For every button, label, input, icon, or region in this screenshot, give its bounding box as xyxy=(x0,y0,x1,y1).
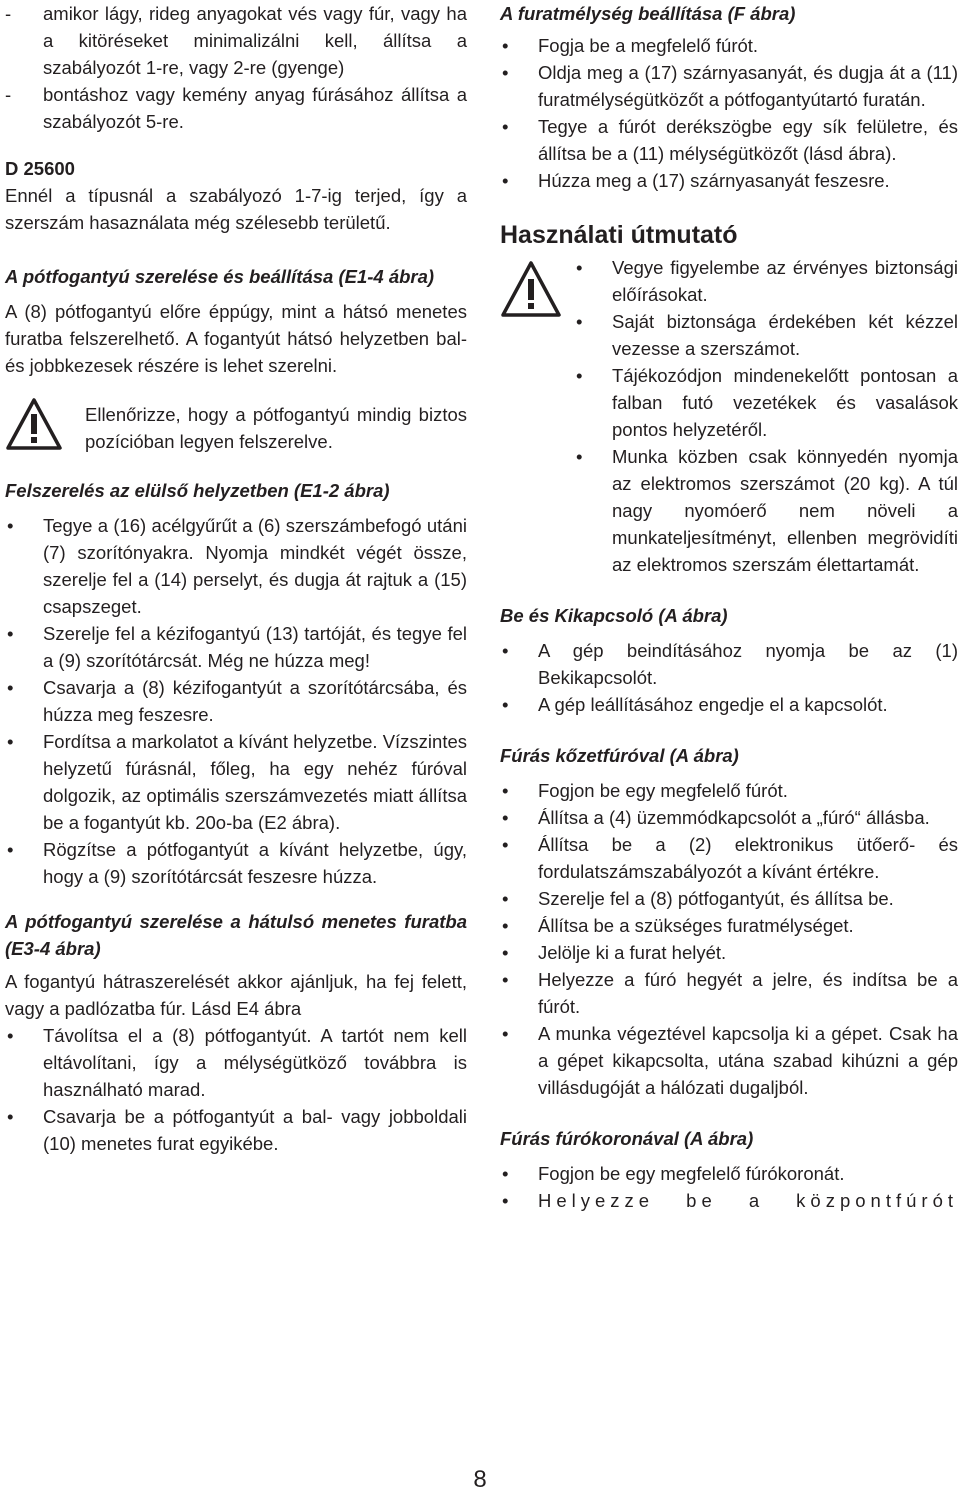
intro-list xyxy=(5,0,467,135)
bullet-list xyxy=(5,1022,467,1157)
bullet: • xyxy=(7,1025,14,1046)
bullet: • xyxy=(7,731,14,752)
list-item-text: Tájékozódjon mindenekelőtt pontosan a falban futó vezetékek és vasalások pontos helyzetéről. xyxy=(612,365,958,440)
bullet: • xyxy=(7,623,14,644)
bullet-list xyxy=(500,32,958,194)
bullet: • xyxy=(502,170,509,191)
bullet: • xyxy=(502,35,509,56)
bullet: • xyxy=(502,807,509,828)
bullet: • xyxy=(502,834,509,855)
list-item-text: A gép leállításához engedje el a kapcsolót. xyxy=(538,694,888,715)
list-item xyxy=(500,831,958,885)
bullet: • xyxy=(7,515,14,536)
list-item xyxy=(500,804,958,831)
list-item xyxy=(574,362,958,443)
list-item xyxy=(500,167,958,194)
section-text: A fogantyú hátraszerelését akkor ajánljuk, ha fej felett, vagy a padlózatba fúr. Lásd E4 ábra xyxy=(5,971,467,1019)
list-item xyxy=(500,777,958,804)
list-item-text: Távolítsa el a (8) pótfogantyút. A tartót nem kell eltávolítani, így a mélységütköző továbbra is használható marad. xyxy=(43,1025,467,1100)
bullet: • xyxy=(502,1163,509,1184)
list-item-text: Rögzítse a pótfogantyút a kívánt helyzetbe, úgy, hogy a (9) szorítótárcsát feszesre húzza. xyxy=(43,839,467,887)
section-title: Fúrás kőzetfúróval (A ábra) xyxy=(500,745,739,766)
usage-title: Használati útmutató xyxy=(500,221,738,249)
list-item-text: Fogja be a megfelelő fúrót. xyxy=(538,35,759,56)
list-item xyxy=(5,674,467,728)
list-item xyxy=(500,59,958,113)
list-item xyxy=(5,620,467,674)
bullet: • xyxy=(502,780,509,801)
dash-marker: - xyxy=(5,3,12,24)
bullet-list xyxy=(500,637,958,718)
list-item-text: Szerelje fel a kézifogantyú (13) tartóját, és tegye fel a (9) szorítótárcsát. Még ne húzza meg! xyxy=(43,623,467,671)
list-item xyxy=(5,0,467,81)
list-item-text: Tegye a fúrót derékszögbe egy sík felületre, és állítsa be a (11) mélységütközőt (lásd ábra). xyxy=(538,116,958,164)
list-item xyxy=(500,32,958,59)
bullet: • xyxy=(502,62,509,83)
section-title: A pótfogantyú szerelése a hátulsó menetes furatba (E3-4 ábra) xyxy=(5,911,467,959)
bullet-list xyxy=(574,254,958,578)
warning-triangle-icon xyxy=(5,397,63,451)
list-item xyxy=(500,885,958,912)
left-column xyxy=(5,0,467,1157)
section-title: A furatmélység beállítása (F ábra) xyxy=(500,3,796,24)
section-title: A pótfogantyú szerelése és beállítása (E1-4 ábra) xyxy=(5,266,435,287)
bullet: • xyxy=(502,1190,509,1211)
list-item-text: Fogjon be egy megfelelő fúrókoronát. xyxy=(538,1163,845,1184)
bullet: • xyxy=(502,640,509,661)
bullet: • xyxy=(576,446,583,467)
list-item xyxy=(5,512,467,620)
bullet-list xyxy=(500,1160,958,1214)
list-item-text: A gép beindításához nyomja be az (1) Bekikapcsolót. xyxy=(538,640,958,688)
usage-block xyxy=(500,254,958,578)
section-title: Felszerelés az elülső helyzetben (E1-2 ábra) xyxy=(5,480,390,501)
list-item xyxy=(5,728,467,836)
bullet-list xyxy=(500,777,958,1101)
warning-text: Ellenőrizze, hogy a pótfogantyú mindig biztos pozícióban legyen felszerelve. xyxy=(85,404,467,452)
list-item-text: amikor lágy, rideg anyagokat vés vagy fúr, vagy ha a kitöréseket minimalizálni kell, állítsa a szabályozót 1-re, vagy 2-re (gyenge) xyxy=(43,3,467,78)
list-item-text: Állítsa be a szükséges furatmélységet. xyxy=(538,915,854,936)
list-item xyxy=(500,1160,958,1187)
list-item xyxy=(5,1103,467,1157)
list-item xyxy=(500,939,958,966)
d25600-heading: D 25600 xyxy=(5,158,75,179)
right-column xyxy=(500,0,958,1214)
list-item-text: Helyezze be a központfúrót xyxy=(538,1190,958,1211)
list-item-text: Állítsa a (4) üzemmódkapcsolót a „fúró“ állásba. xyxy=(538,807,930,828)
list-item xyxy=(500,912,958,939)
list-item xyxy=(5,1022,467,1103)
list-item xyxy=(500,1187,958,1214)
list-item-text: A munka végeztével kapcsolja ki a gépet. Csak ha a gépet kikapcsolta, utána szabad kihúzni a gép villásdugóját a hálózati dugaljból. xyxy=(538,1023,958,1098)
list-item-text: Csavarja be a pótfogantyút a bal- vagy jobboldali (10) menetes furat egyikébe. xyxy=(43,1106,467,1154)
d25600-text: Ennél a típusnál a szabályozó 1-7-ig terjed, így a szerszám hasaználata még szélesebb területű. xyxy=(5,185,467,233)
page-number: 8 xyxy=(473,1466,487,1493)
bullet: • xyxy=(502,915,509,936)
warning-triangle-icon xyxy=(500,260,562,318)
bullet: • xyxy=(502,694,509,715)
list-item xyxy=(574,308,958,362)
list-item-text: Csavarja a (8) kézifogantyút a szorítótárcsába, és húzza meg feszesre. xyxy=(43,677,467,725)
bullet: • xyxy=(502,969,509,990)
bullet: • xyxy=(576,311,583,332)
bullet: • xyxy=(502,942,509,963)
bullet: • xyxy=(502,116,509,137)
list-item xyxy=(574,443,958,578)
section-title: Be és Kikapcsoló (A ábra) xyxy=(500,605,728,626)
bullet: • xyxy=(7,839,14,860)
list-item-text: Munka közben csak könnyedén nyomja az elektromos szerszámot (20 kg). A túl nagy nyomóerő nem növeli a munkateljesítményt, ellenben megrövidíti az elektromos szerszám élettartamát. xyxy=(612,446,958,575)
list-item-text: Szerelje fel a (8) pótfogantyút, és állítsa be. xyxy=(538,888,894,909)
bullet: • xyxy=(7,677,14,698)
list-item-text: Tegye a (16) acélgyűrűt a (6) szerszámbefogó utáni (7) szorítónyakra. Nyomja mindkét végét össze, szerelje fel a (14) perselyt, és dugja át rajtuk a (15) csapszeget. xyxy=(43,515,467,617)
section-text: A (8) pótfogantyú előre éppúgy, mint a hátsó menetes furatba felszerelhető. A fogantyút hátsó helyzetben bal- és jobbkezesek részére is lehet szerelni. xyxy=(5,301,467,376)
list-item-text: Saját biztonsága érdekében két kézzel vezesse a szerszámot. xyxy=(612,311,958,359)
section-title: Fúrás fúrókoronával (A ábra) xyxy=(500,1128,754,1149)
list-item xyxy=(574,254,958,308)
bullet: • xyxy=(502,888,509,909)
list-item xyxy=(500,113,958,167)
list-item-text: Húzza meg a (17) szárnyasanyát feszesre. xyxy=(538,170,890,191)
bullet-list xyxy=(5,512,467,890)
list-item-text: Helyezze a fúró hegyét a jelre, és indítsa be a fúrót. xyxy=(538,969,958,1017)
list-item xyxy=(500,691,958,718)
list-item-text: Jelölje ki a furat helyét. xyxy=(538,942,727,963)
list-item-text: Fordítsa a markolatot a kívánt helyzetbe. Vízszintes helyzetű fúrásnál, főleg, ha egy nehéz fúróval dolgozik, az optimális szerszámvezetés miatt állítsa be a fogantyút kb. 20o-ba (E2 ábra). xyxy=(43,731,467,833)
list-item xyxy=(500,1020,958,1101)
warning-note xyxy=(5,397,467,455)
list-item-text: Vegye figyelembe az érvényes biztonsági előírásokat. xyxy=(612,257,958,305)
list-item xyxy=(500,966,958,1020)
list-item xyxy=(5,836,467,890)
list-item-text: bontáshoz vagy kemény anyag fúrásához állítsa a szabályozót 5-re. xyxy=(43,84,467,132)
bullet: • xyxy=(7,1106,14,1127)
dash-marker: - xyxy=(5,84,12,105)
list-item-text: Fogjon be egy megfelelő fúrót. xyxy=(538,780,788,801)
list-item xyxy=(500,637,958,691)
list-item-text: Oldja meg a (17) szárnyasanyát, és dugja át a (11) furatmélységütközőt a pótfogantyútartó furatán. xyxy=(538,62,958,110)
bullet: • xyxy=(576,257,583,278)
bullet: • xyxy=(576,365,583,386)
bullet: • xyxy=(502,1023,509,1044)
list-item xyxy=(5,81,467,135)
list-item-text: Állítsa be a (2) elektronikus ütőerő- és fordulatszámszabályozót a kívánt értékre. xyxy=(538,834,958,882)
